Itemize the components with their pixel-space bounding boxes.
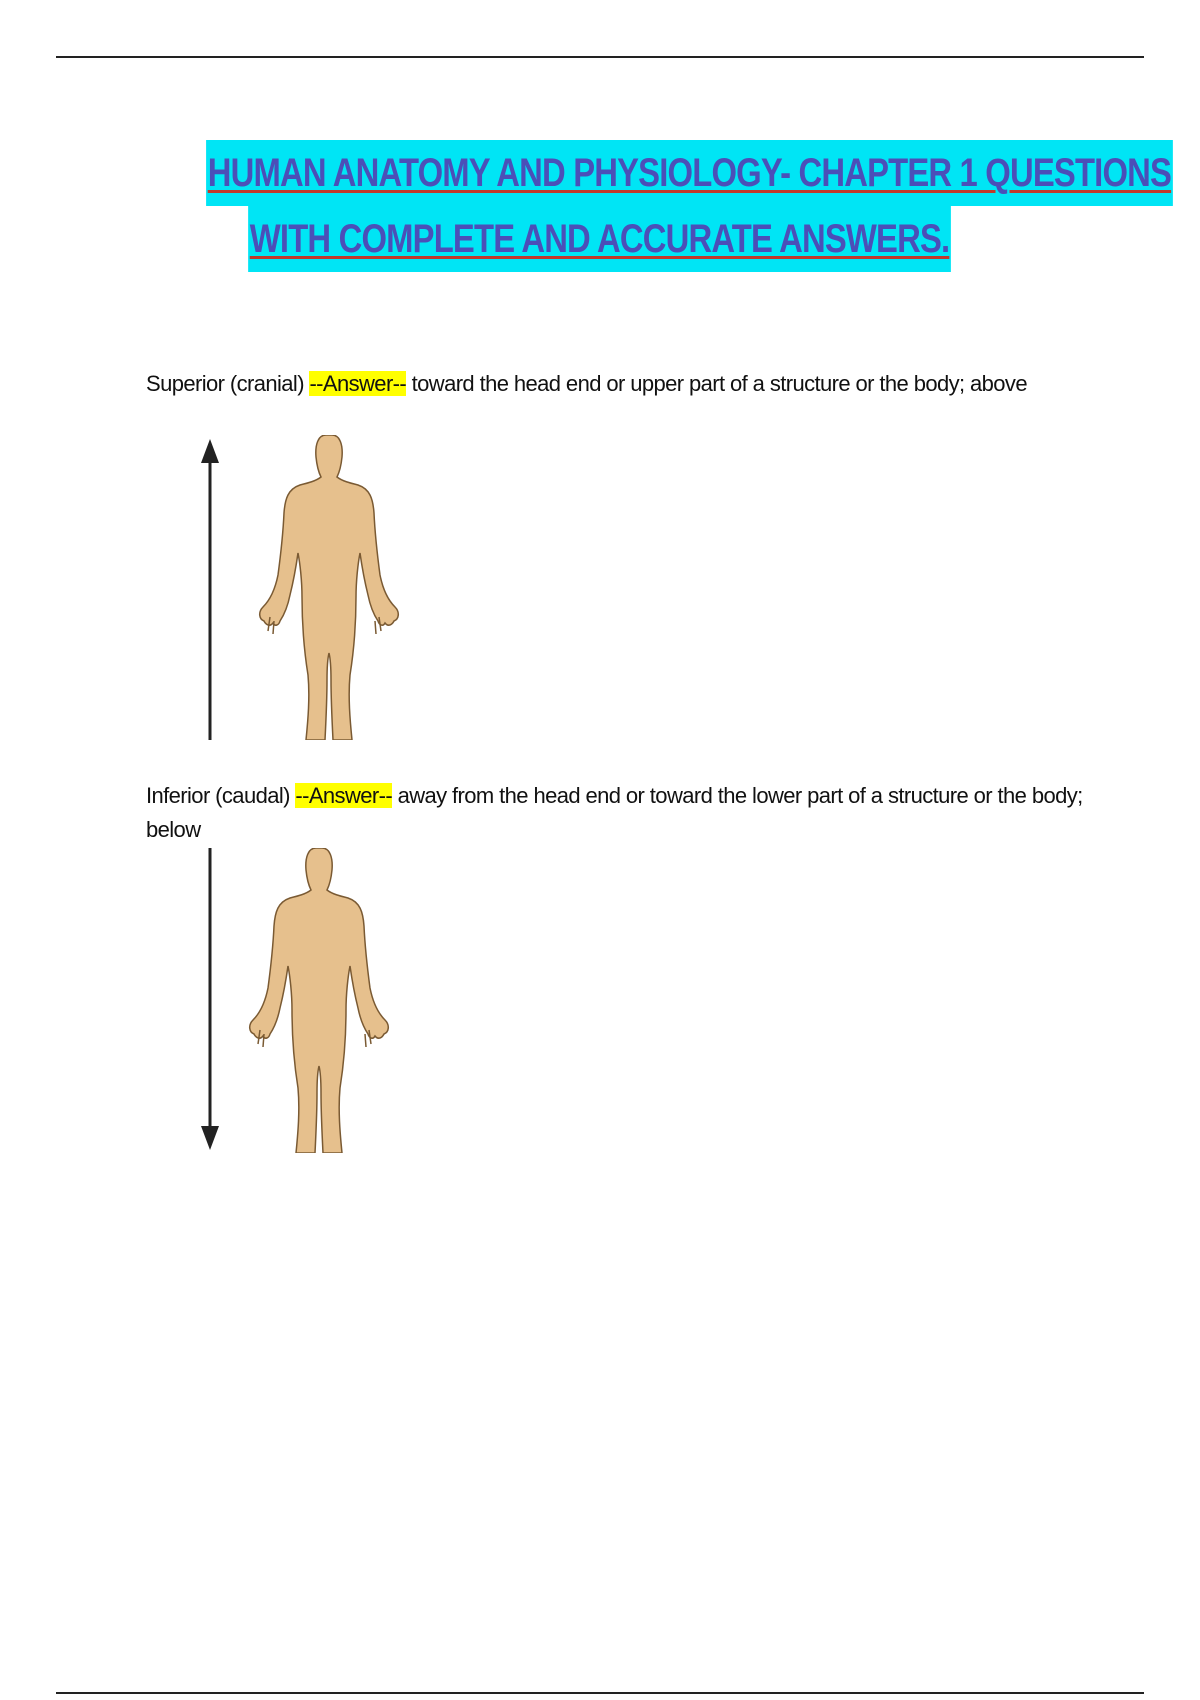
title-line-2: WITH COMPLETE AND ACCURATE ANSWERS. <box>249 206 952 272</box>
human-body-figure <box>250 848 389 1153</box>
term-text: Superior (cranial) <box>146 371 310 396</box>
answer-marker: --Answer-- <box>309 371 407 396</box>
answer-marker: --Answer-- <box>295 783 393 808</box>
arrow-up-icon <box>201 439 219 740</box>
arrow-down-icon <box>201 848 219 1150</box>
page-title <box>100 140 1172 272</box>
top-rule <box>56 56 1144 58</box>
superior-figure <box>190 435 450 740</box>
entry-inferior <box>146 779 1096 847</box>
bottom-rule <box>56 1692 1144 1694</box>
entry-superior <box>146 367 1096 401</box>
human-body-figure <box>260 435 399 740</box>
inferior-figure <box>190 848 450 1153</box>
term-text: Inferior (caudal) <box>146 783 296 808</box>
definition-text: toward the head end or upper part of a structure or the body; above <box>406 371 1027 396</box>
title-line-1: HUMAN ANATOMY AND PHYSIOLOGY- CHAPTER 1 QUESTIONS <box>206 140 1173 206</box>
definition-text: away from the head end or toward the lower part of a structure or the body; below <box>146 783 1083 842</box>
